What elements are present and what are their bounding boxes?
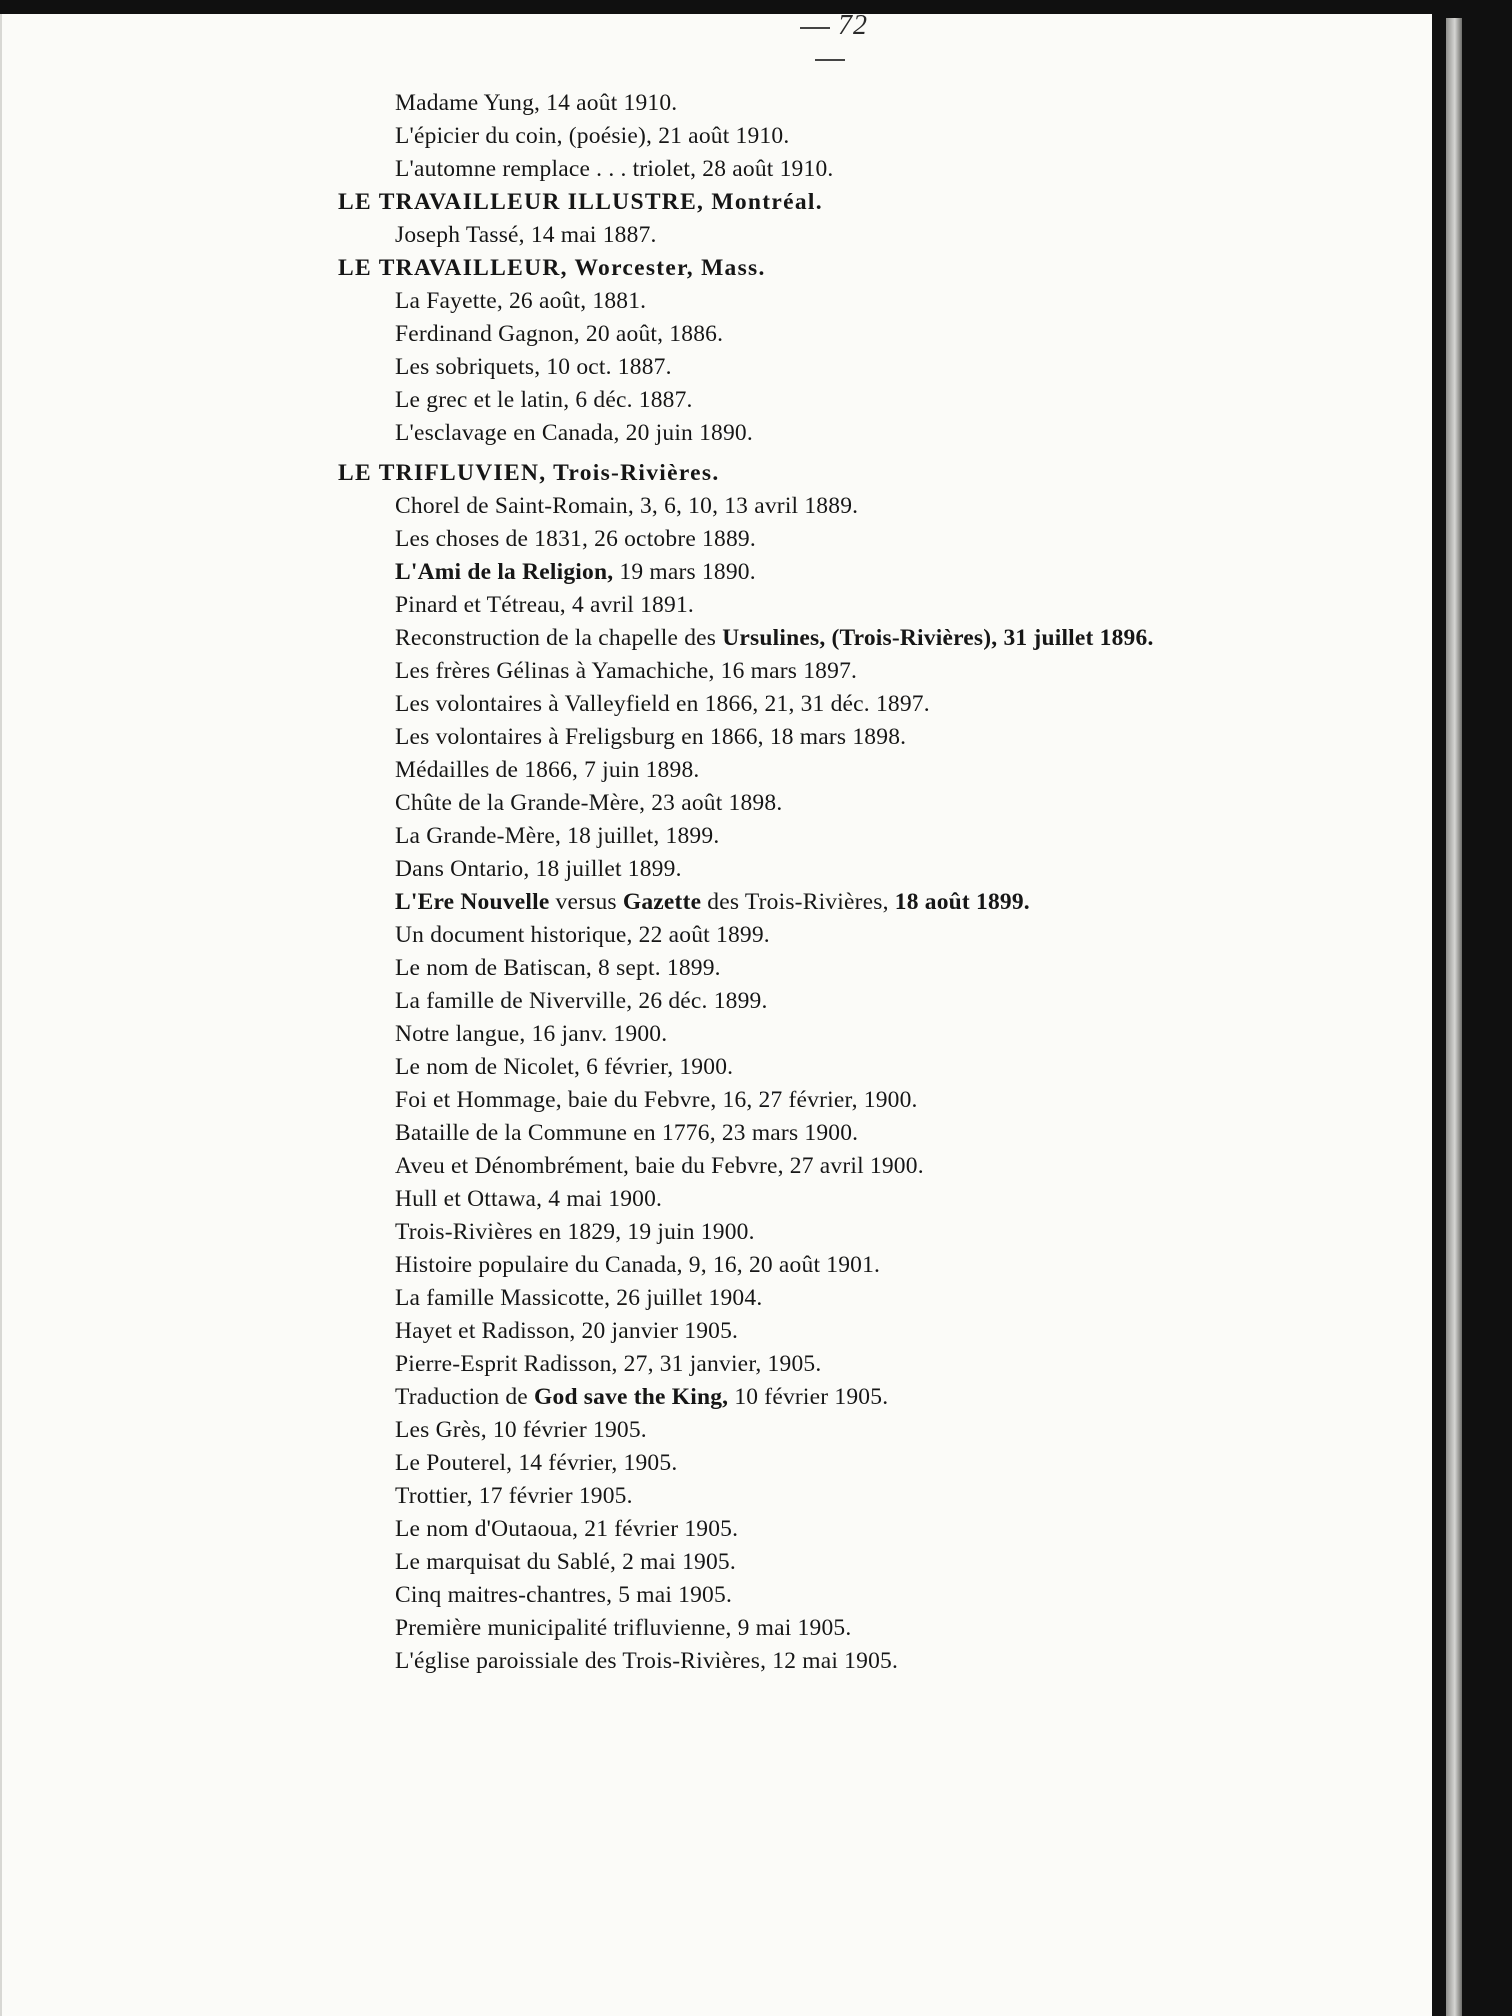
list-item-text: La Grande-Mère, 18 juillet, 1899.: [395, 823, 720, 849]
list-item: [338, 1645, 1418, 1678]
list-item-text: 19 mars 1890.: [613, 559, 756, 585]
list-item-text: versus: [549, 889, 623, 915]
bibliography-list: [338, 87, 1418, 1678]
list-item: [338, 1447, 1418, 1480]
list-item-text: Trois-Rivières en 1829, 19 juin 1900.: [395, 1219, 755, 1245]
list-item-text: Un document historique, 22 août 1899.: [395, 922, 770, 948]
list-item: [338, 1117, 1418, 1150]
list-item: [338, 318, 1418, 351]
list-item: [338, 1150, 1418, 1183]
list-item-text: Aveu et Dénombrément, baie du Febvre, 27 avril 1900.: [395, 1153, 924, 1179]
list-item-text: Première municipalité trifluvienne, 9 mai 1905.: [395, 1615, 852, 1641]
list-item: [338, 1579, 1418, 1612]
list-item-text: 10 février 1905.: [728, 1384, 889, 1410]
list-item-text: Médailles de 1866, 7 juin 1898.: [395, 757, 700, 783]
list-item: [338, 153, 1418, 186]
list-item: [338, 120, 1418, 153]
list-item-text: L'esclavage en Canada, 20 juin 1890.: [395, 420, 753, 446]
list-item: [338, 556, 1418, 589]
list-item-text: Chorel de Saint-Romain, 3, 6, 10, 13 avril 1889.: [395, 493, 859, 519]
list-item: [338, 1249, 1418, 1282]
list-item-text: Dans Ontario, 18 juillet 1899.: [395, 856, 682, 882]
list-item-text: Le marquisat du Sablé, 2 mai 1905.: [395, 1549, 736, 1575]
list-item: [338, 853, 1418, 886]
list-item-text: L'église paroissiale des Trois-Rivières, 12 mai 1905.: [395, 1648, 899, 1674]
list-item-bold-text: Ursulines, (Trois-Rivières), 31 juillet 1896.: [722, 625, 1154, 651]
list-item: [338, 1315, 1418, 1348]
list-item: [338, 285, 1418, 318]
list-item-text: Les Grès, 10 février 1905.: [395, 1417, 647, 1443]
list-item-text: Le nom de Batiscan, 8 sept. 1899.: [395, 955, 721, 981]
list-item-text: La Fayette, 26 août, 1881.: [395, 288, 647, 314]
list-item: [338, 886, 1418, 919]
list-item: [338, 622, 1418, 655]
list-item-text: Les choses de 1831, 26 octobre 1889.: [395, 526, 756, 552]
list-item: [338, 754, 1418, 787]
list-item-text: L'automne remplace . . . triolet, 28 août 1910.: [395, 156, 834, 182]
list-item-text: L'épicier du coin, (poésie), 21 août 1910.: [395, 123, 790, 149]
list-item: [338, 87, 1418, 120]
list-item: [338, 1051, 1418, 1084]
section-title: LE TRIFLUVIEN, Trois-Rivières.: [338, 460, 720, 486]
list-item: [338, 1348, 1418, 1381]
list-item: [338, 351, 1418, 384]
list-item: [338, 1282, 1418, 1315]
list-item: [338, 490, 1418, 523]
list-item: [338, 384, 1418, 417]
list-item: [338, 417, 1418, 450]
list-item-bold-text: Gazette: [622, 889, 702, 915]
page-number: 72: [770, 10, 890, 74]
page-edge-shadow: [1446, 18, 1462, 2016]
list-item-bold-text: L'Ere Nouvelle: [395, 889, 550, 915]
list-item: [338, 985, 1418, 1018]
list-item-text: Le grec et le latin, 6 déc. 1887.: [395, 387, 693, 413]
list-item-text: Hayet et Radisson, 20 janvier 1905.: [395, 1318, 739, 1344]
list-item-text: Cinq maitres-chantres, 5 mai 1905.: [395, 1582, 733, 1608]
list-item: [338, 1513, 1418, 1546]
list-item: [338, 952, 1418, 985]
list-item: [338, 1381, 1418, 1414]
list-item: [338, 589, 1418, 622]
list-item-text: Ferdinand Gagnon, 20 août, 1886.: [395, 321, 724, 347]
list-item: [338, 1612, 1418, 1645]
list-item: [338, 1546, 1418, 1579]
list-item-text: Hull et Ottawa, 4 mai 1900.: [395, 1186, 663, 1212]
list-item: [338, 655, 1418, 688]
list-item: [338, 820, 1418, 853]
list-item: [338, 787, 1418, 820]
list-item: [338, 1183, 1418, 1216]
list-item: [338, 919, 1418, 952]
list-item: [338, 1084, 1418, 1117]
list-item: [338, 1216, 1418, 1249]
list-item-text: Madame Yung, 14 août 1910.: [395, 90, 678, 116]
list-item: [338, 1414, 1418, 1447]
list-item-text: Bataille de la Commune en 1776, 23 mars 1900.: [395, 1120, 859, 1146]
list-item-text: Le Pouterel, 14 février, 1905.: [395, 1450, 678, 1476]
list-item: [338, 721, 1418, 754]
list-item-bold-text: 18 août 1899.: [894, 889, 1030, 915]
section-title: LE TRAVAILLEUR, Worcester, Mass.: [338, 255, 766, 281]
list-item: [338, 523, 1418, 556]
list-item-text: Notre langue, 16 janv. 1900.: [395, 1021, 668, 1047]
list-item-bold-text: God save the King,: [534, 1384, 729, 1410]
list-item-text: Foi et Hommage, baie du Febvre, 16, 27 février, 1900.: [395, 1087, 918, 1113]
list-item: [338, 688, 1418, 721]
list-item: [338, 1480, 1418, 1513]
list-item-bold-text: L'Ami de la Religion,: [395, 559, 614, 585]
list-item-text: Les volontaires à Valleyfield en 1866, 21, 31 déc. 1897.: [395, 691, 930, 717]
list-item-text: Les volontaires à Freligsburg en 1866, 18 mars 1898.: [395, 724, 907, 750]
list-item-text: Histoire populaire du Canada, 9, 16, 20 août 1901.: [395, 1252, 881, 1278]
list-item-text: Les frères Gélinas à Yamachiche, 16 mars 1897.: [395, 658, 858, 684]
list-item-text: Le nom de Nicolet, 6 février, 1900.: [395, 1054, 734, 1080]
list-item-text: Le nom d'Outaoua, 21 février 1905.: [395, 1516, 739, 1542]
section-title: LE TRAVAILLEUR ILLUSTRE, Montréal.: [338, 189, 823, 215]
list-item-text: Traduction de: [395, 1384, 535, 1410]
list-item-text: La famille Massicotte, 26 juillet 1904.: [395, 1285, 763, 1311]
list-item: [338, 1018, 1418, 1051]
list-item-text: Joseph Tassé, 14 mai 1887.: [395, 222, 657, 248]
list-item-text: Pinard et Tétreau, 4 avril 1891.: [395, 592, 694, 618]
list-item-text: Trottier, 17 février 1905.: [395, 1483, 633, 1509]
list-item-text: Pierre-Esprit Radisson, 27, 31 janvier, 1905.: [395, 1351, 822, 1377]
list-item-text: Les sobriquets, 10 oct. 1887.: [395, 354, 672, 380]
list-item-text: des Trois-Rivières,: [701, 889, 895, 915]
list-item-text: La famille de Niverville, 26 déc. 1899.: [395, 988, 768, 1014]
list-item-text: Chûte de la Grande-Mère, 23 août 1898.: [395, 790, 783, 816]
list-item: [338, 219, 1418, 252]
list-item-text: Reconstruction de la chapelle des: [395, 625, 723, 651]
